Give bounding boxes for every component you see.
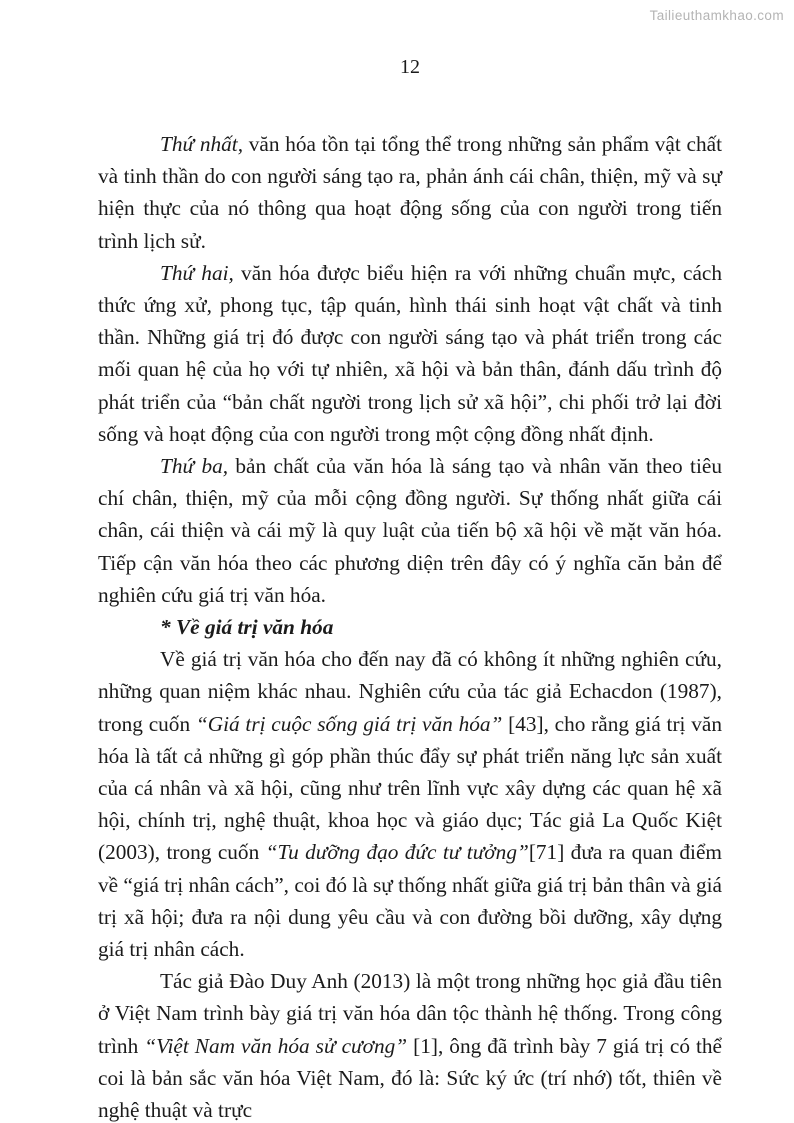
text-run-normal: Tác giả Đào Duy Anh (2013) là một trong những học giả đầu tiên ở Việt Nam trình bày giá trị văn hóa dân tộc thành hệ thống. Trong công trình [98, 969, 722, 1058]
text-run-normal: [1], ông đã trình bày 7 giá trị có thể coi là bản sắc văn hóa Việt Nam, đó là: Sức ký ức (trí nhớ) tốt, thiên về nghệ thuật và trực [98, 1033, 722, 1123]
paragraph [98, 257, 722, 450]
text-run-bold-italic: * Về giá trị văn hóa [160, 615, 334, 640]
text-run-normal: Về giá trị văn hóa cho đến nay đã có không ít những nghiên cứu, những quan niệm khác nhau. Nghiên cứu của tác giả Echacdon (1987), trong cuốn [98, 647, 722, 736]
text-run-normal: văn hóa tồn tại tổng thể trong những sản phẩm vật chất và tinh thần do con người sáng tạo ra, phản ánh cái chân, thiện, mỹ và sự hiện thực của nó thông qua hoạt động sống của con người trong tiến trình lịch sử. [98, 132, 722, 253]
document-body [98, 128, 722, 1123]
watermark: Tailieuthamkhao.com [649, 8, 784, 23]
text-run-normal: [71] đưa ra quan điểm về “giá trị nhân cách”, coi đó là sự thống nhất giữa giá trị bản thân và giá trị xã hội; đưa ra nội dung yêu cầu và con đường bồi dưỡng, xây dựng giá trị nhân cách. [98, 840, 722, 962]
text-run-italic: “Giá trị cuộc sống giá trị văn hóa” [195, 711, 503, 736]
text-run-normal: văn hóa được biểu hiện ra với những chuẩn mực, cách thức ứng xử, phong tục, tập quán, hình thái sinh hoạt vật chất và tinh thần. Những giá trị đó được con người sáng tạo và phát triển trong các mối quan hệ của họ với tự nhiên, xã hội và bản thân, đánh dấu trình độ phát triển của “bản chất người trong lịch sử xã hội”, chi phối trở lại đời sống và hoạt động của con người trong một cộng đồng nhất định. [98, 260, 723, 446]
paragraph [98, 128, 722, 257]
text-run-italic: Thứ nhất, [160, 132, 249, 156]
page-number: 12 [400, 56, 420, 78]
text-run-normal: bản chất của văn hóa là sáng tạo và nhân văn theo tiêu chí chân, thiện, mỹ của mỗi cộng đồng người. Sự thống nhất giữa cái chân, cái thiện và cái mỹ là quy luật của tiến bộ xã hội về mặt văn hóa. Tiếp cận văn hóa theo các phương diện trên đây có ý nghĩa căn bản để nghiên cứu giá trị văn hóa. [98, 454, 722, 607]
paragraph [98, 450, 722, 611]
section-heading [98, 611, 722, 643]
text-run-italic: “Việt Nam văn hóa sử cương” [144, 1033, 408, 1058]
paragraph [98, 965, 722, 1123]
text-run-italic: Thứ hai, [160, 260, 242, 285]
text-run-italic: Thứ ba, [160, 454, 236, 479]
text-run-italic: “Tu dưỡng đạo đức tư tưởng” [265, 840, 529, 865]
paragraph [98, 643, 722, 965]
text-run-normal: [43], cho rằng giá trị văn hóa là tất cả những gì góp phần thúc đẩy sự phát triển năng lực sản xuất của cá nhân và xã hội, cũng như trên lĩnh vực xây dựng các quan hệ xã hội, chính trị, nghệ thuật, khoa học và giáo dục; Tác giả La Quốc Kiệt (2003), trong cuốn [98, 711, 722, 865]
